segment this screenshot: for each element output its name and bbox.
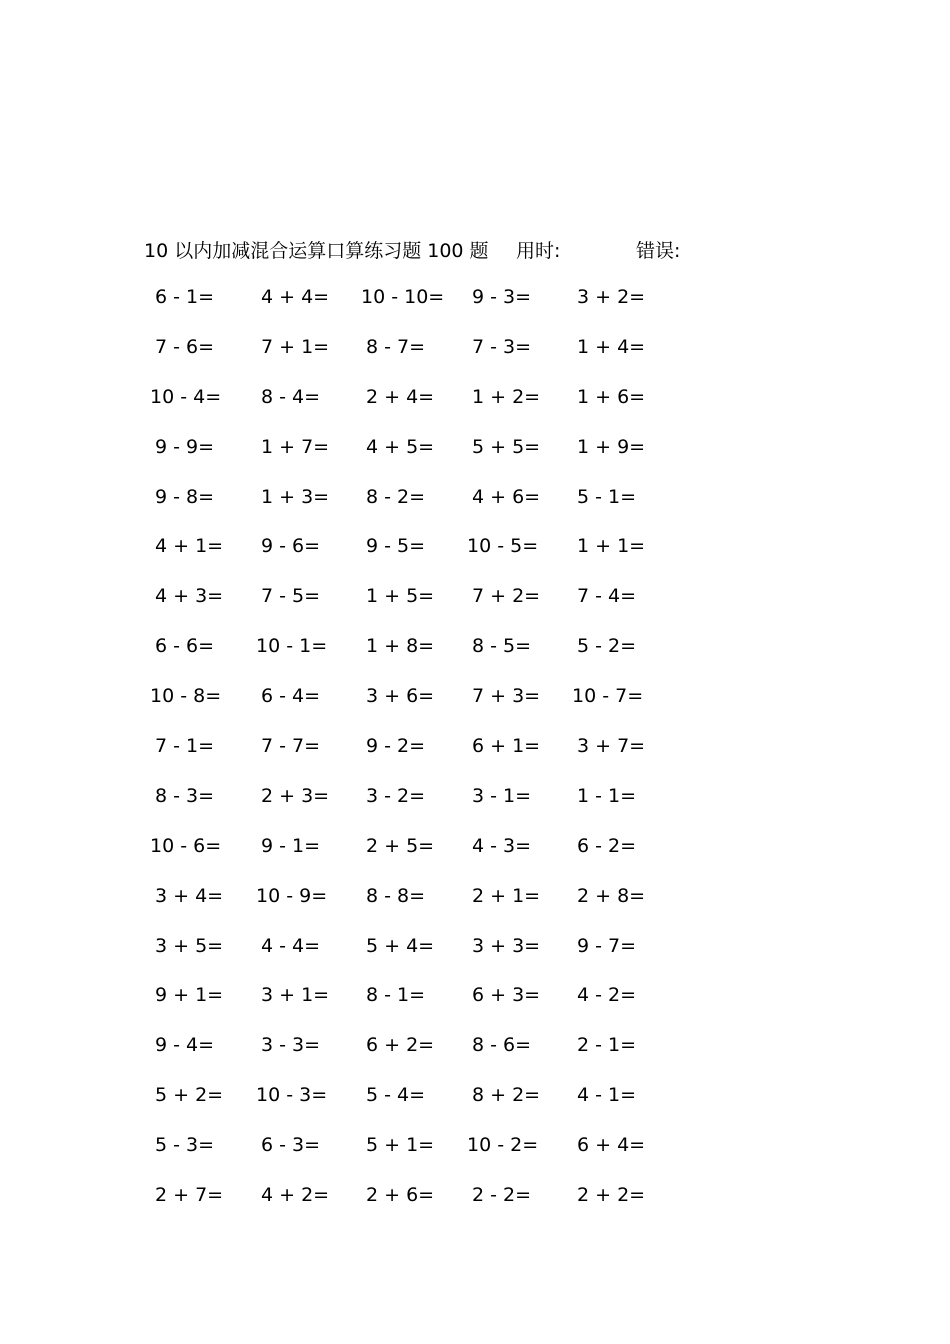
problem-item: 6 - 3= xyxy=(261,1134,321,1157)
problem-item: 6 + 2= xyxy=(366,1034,435,1057)
problem-item: 6 - 1= xyxy=(155,286,215,308)
problem-item: 5 + 1= xyxy=(366,1134,435,1157)
problem-item: 7 + 3= xyxy=(472,685,541,708)
problem-item: 9 - 6= xyxy=(261,535,321,558)
problem-item: 2 + 3= xyxy=(261,784,330,807)
problem-row xyxy=(0,336,950,386)
problem-item: 3 + 4= xyxy=(155,884,224,907)
problem-item: 1 + 8= xyxy=(366,635,435,658)
problem-item: 4 + 5= xyxy=(366,435,435,458)
problem-item: 3 + 1= xyxy=(261,984,330,1007)
problem-row xyxy=(0,535,950,585)
problem-row xyxy=(0,1084,950,1134)
problem-item: 2 + 4= xyxy=(366,385,435,408)
problem-item: 8 - 4= xyxy=(261,385,321,408)
worksheet-title: 10 以内加减混合运算口算练习题 100 题 xyxy=(144,240,489,262)
problem-item: 3 + 6= xyxy=(366,685,435,708)
problem-item: 10 - 6= xyxy=(150,834,222,857)
problem-item: 9 - 5= xyxy=(366,535,426,558)
problem-item: 7 - 1= xyxy=(155,735,215,758)
problem-item: 4 + 1= xyxy=(155,535,224,558)
problem-item: 5 + 2= xyxy=(155,1084,224,1107)
problem-item: 1 + 9= xyxy=(577,435,646,458)
problem-item: 9 - 3= xyxy=(472,286,532,308)
problem-item: 3 + 5= xyxy=(155,934,224,957)
problem-item: 4 - 2= xyxy=(577,984,637,1007)
problem-item: 1 + 7= xyxy=(261,435,330,458)
problem-item: 4 - 3= xyxy=(472,834,532,857)
problem-row xyxy=(0,486,950,536)
problem-item: 2 + 6= xyxy=(366,1184,435,1207)
problem-item: 9 + 1= xyxy=(155,984,224,1007)
problem-item: 5 - 2= xyxy=(577,635,637,658)
problem-item: 10 - 1= xyxy=(256,635,328,658)
problem-item: 1 + 4= xyxy=(577,335,646,358)
problem-row xyxy=(0,286,950,336)
problem-item: 9 - 9= xyxy=(155,435,215,458)
problem-item: 4 + 6= xyxy=(472,485,541,508)
problem-item: 2 + 5= xyxy=(366,834,435,857)
problem-item: 1 + 1= xyxy=(577,535,646,558)
problem-item: 10 - 3= xyxy=(256,1084,328,1107)
problem-item: 3 + 7= xyxy=(577,735,646,758)
problem-row xyxy=(0,1134,950,1184)
problem-item: 3 - 1= xyxy=(472,784,532,807)
problem-item: 1 + 6= xyxy=(577,385,646,408)
problem-item: 10 - 4= xyxy=(150,385,222,408)
problem-item: 4 + 3= xyxy=(155,585,224,608)
problem-item: 6 - 2= xyxy=(577,834,637,857)
problem-item: 6 + 4= xyxy=(577,1134,646,1157)
problem-item: 7 + 1= xyxy=(261,335,330,358)
problem-row xyxy=(0,1184,950,1234)
problem-item: 6 + 1= xyxy=(472,735,541,758)
problem-row xyxy=(0,735,950,785)
problem-item: 2 + 8= xyxy=(577,884,646,907)
problem-item: 6 - 4= xyxy=(261,685,321,708)
problem-item: 4 - 1= xyxy=(577,1084,637,1107)
problem-item: 10 - 5= xyxy=(467,535,539,558)
problem-item: 2 - 2= xyxy=(472,1184,532,1207)
problem-item: 8 - 5= xyxy=(472,635,532,658)
problem-item: 7 - 3= xyxy=(472,335,532,358)
problem-item: 4 + 4= xyxy=(261,286,330,308)
problem-item: 4 - 4= xyxy=(261,934,321,957)
problem-item: 8 - 2= xyxy=(366,485,426,508)
problem-item: 10 - 2= xyxy=(467,1134,539,1157)
problem-item: 3 - 2= xyxy=(366,784,426,807)
problem-item: 2 - 1= xyxy=(577,1034,637,1057)
problem-item: 4 + 2= xyxy=(261,1184,330,1207)
problem-grid xyxy=(0,286,950,1234)
problem-item: 5 - 3= xyxy=(155,1134,215,1157)
problem-item: 2 + 2= xyxy=(577,1184,646,1207)
problem-item: 1 + 3= xyxy=(261,485,330,508)
problem-item: 2 + 7= xyxy=(155,1184,224,1207)
problem-row xyxy=(0,785,950,835)
problem-item: 5 + 5= xyxy=(472,435,541,458)
problem-item: 5 - 4= xyxy=(366,1084,426,1107)
problem-item: 10 - 10= xyxy=(361,286,445,308)
problem-row xyxy=(0,1034,950,1084)
problem-item: 3 + 2= xyxy=(577,286,646,308)
problem-row xyxy=(0,685,950,735)
problem-item: 7 - 7= xyxy=(261,735,321,758)
problem-item: 7 + 2= xyxy=(472,585,541,608)
problem-item: 10 - 7= xyxy=(572,685,644,708)
problem-item: 9 - 4= xyxy=(155,1034,215,1057)
problem-row xyxy=(0,885,950,935)
problem-item: 5 - 1= xyxy=(577,485,637,508)
problem-item: 8 - 3= xyxy=(155,784,215,807)
problem-item: 10 - 9= xyxy=(256,884,328,907)
problem-item: 2 + 1= xyxy=(472,884,541,907)
time-label: 用时: xyxy=(516,240,561,262)
problem-item: 7 - 5= xyxy=(261,585,321,608)
problem-item: 1 - 1= xyxy=(577,784,637,807)
problem-item: 7 - 6= xyxy=(155,335,215,358)
problem-item: 9 - 7= xyxy=(577,934,637,957)
problem-item: 6 - 6= xyxy=(155,635,215,658)
problem-item: 8 - 1= xyxy=(366,984,426,1007)
problem-item: 9 - 2= xyxy=(366,735,426,758)
problem-row xyxy=(0,585,950,635)
problem-row xyxy=(0,635,950,685)
problem-item: 1 + 5= xyxy=(366,585,435,608)
problem-row xyxy=(0,835,950,885)
problem-row xyxy=(0,386,950,436)
problem-item: 9 - 8= xyxy=(155,485,215,508)
problem-item: 3 + 3= xyxy=(472,934,541,957)
problem-item: 6 + 3= xyxy=(472,984,541,1007)
problem-item: 8 - 6= xyxy=(472,1034,532,1057)
problem-row xyxy=(0,935,950,985)
problem-item: 3 - 3= xyxy=(261,1034,321,1057)
problem-item: 5 + 4= xyxy=(366,934,435,957)
error-label: 错误: xyxy=(636,240,681,262)
problem-item: 10 - 8= xyxy=(150,685,222,708)
problem-row xyxy=(0,436,950,486)
problem-item: 7 - 4= xyxy=(577,585,637,608)
problem-item: 9 - 1= xyxy=(261,834,321,857)
problem-row xyxy=(0,984,950,1034)
problem-item: 8 + 2= xyxy=(472,1084,541,1107)
problem-item: 8 - 7= xyxy=(366,335,426,358)
problem-item: 1 + 2= xyxy=(472,385,541,408)
problem-item: 8 - 8= xyxy=(366,884,426,907)
